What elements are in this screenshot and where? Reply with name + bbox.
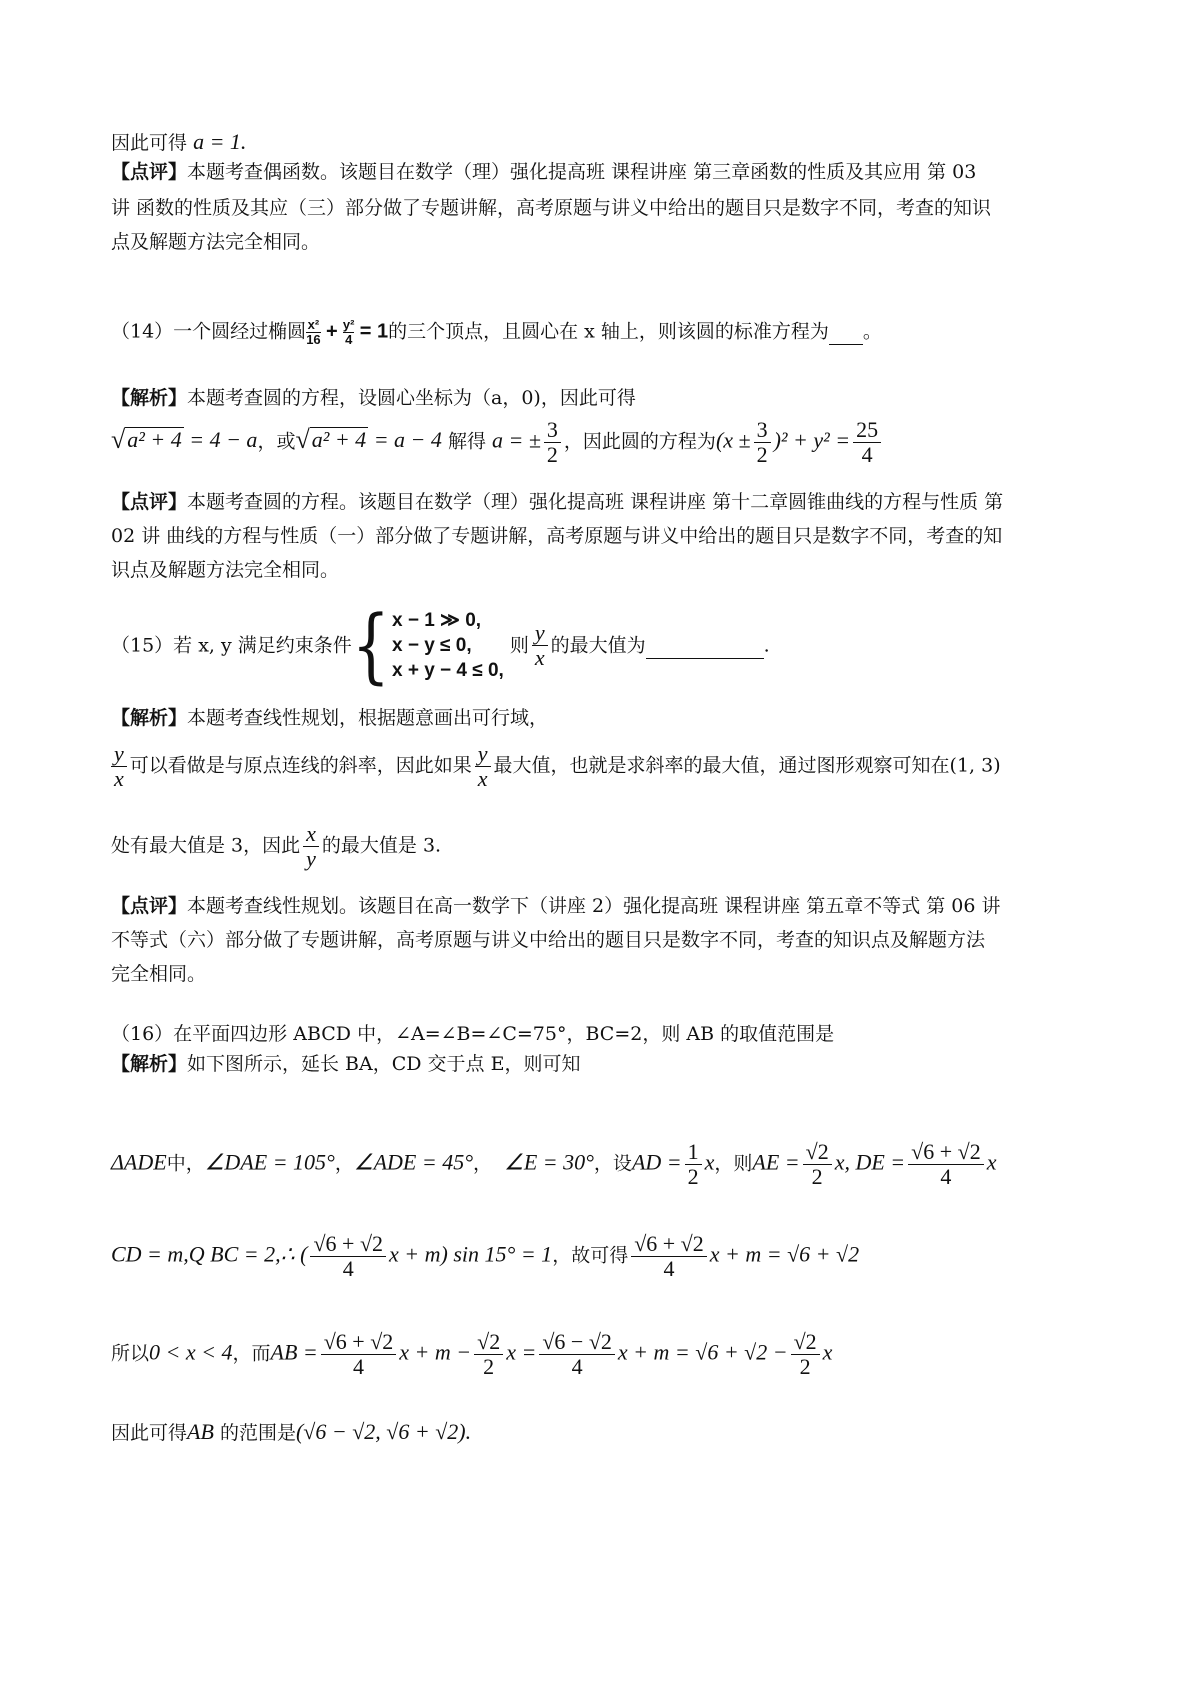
comment-13-line-3 [111,230,320,254]
solution-label: 【解析】 [111,1053,188,1075]
text: （15）若 x, y 满足约束条件 [111,634,352,657]
equation: x + m = √6 + √2 − [617,1339,788,1365]
solution-14-line-2: √ a² + 4 = 4 − a ，或 √ a² + 4 = a − 4 解得 a = ± $\frac{3}{2}$ ，因此圆的方程为(x ± $\frac{3}{2}$ )² + y² = $\frac{25}{4}$ [111,418,884,467]
math-line-1: ΔADE中，∠DAE = 105°，∠ADE = 45°， ∠E = 30°，设AD = $\frac{1}{2}$ x，则AE = $\frac{√2}{2}$ x, DE = $\frac{√6 + √2}{4}$ x [111,1139,997,1189]
text: 识点及解题方法完全相同。 [111,559,340,581]
fraction: $\frac{√2}{2}$ [803,1140,832,1189]
math-line-2: CD = m,Q BC = 2,∴ ( $\frac{√6 + √2}{4}$ x + m) sin 15° = 1，故可得 $\frac{√6 + √2}{4}$ x + m = √6 + √2 [111,1231,860,1281]
equation: (√6 − √2, √6 + √2). [295,1419,472,1444]
equation: ∠E = 30° [504,1149,594,1175]
question-16 [111,1022,834,1046]
equation: )² + y² = [773,427,851,453]
fraction: $\frac{x}{y}$ [303,822,319,871]
equation: a = ± [492,427,541,453]
equation: x = [506,1339,537,1365]
equation: ∠ADE = 45° [353,1149,473,1175]
text: ，因此圆的方程为 [563,430,716,453]
solution-15-line-2 [111,742,1001,791]
question-15: （15）若 x, y 满足约束条件{ x − 1 ≫ 0, x − y ≤ 0, x + y − 4 ≤ 0, 则 $\frac{y}{x}$ 的最大值为 . [111,598,770,693]
comment-13-line-1 [111,160,976,184]
comment-14-line-3 [111,558,339,582]
equation: AB [187,1419,214,1444]
text: 的最大值为 [550,634,646,657]
ellipse-equation: $\frac{\text{x²}}{16}$ + $\frac{\text{y²}}{4} = 1$ [306,317,389,347]
text: 的最大值是 3. [321,834,442,857]
text: 不等式（六）部分做了专题讲解，高考原题与讲义中给出的题目只是数字不同，考查的知识点及解题方法 [111,929,986,951]
text: 如下图所示，延长 BA，CD 交于点 E，则可知 [187,1053,581,1075]
equation: AD = [631,1149,682,1175]
text: 完全相同。 [111,963,207,985]
brace-icon: { [351,598,390,693]
text: 最大值，也就是求斜率的最大值，通过图形观察可知在(1, 3) [493,754,1001,777]
text: ，或 [257,430,296,453]
equation: 0 < x < 4 [149,1339,233,1365]
text: （14）一个圆经过椭圆 [111,320,307,343]
fraction: $\frac{√2}{2}$ [791,1330,820,1379]
text: 的三个顶点，且圆心在 x 轴上，则该圆的标准方程为 [388,320,829,343]
text: 因此可得 [111,132,188,154]
equation: (x ± [715,427,751,453]
comment-13-line-2 [111,196,991,220]
comment-14-line-2 [111,524,1002,548]
fraction: $\frac{y}{x}$ [111,742,127,791]
solution-label: 【解析】 [111,707,188,729]
comment-15-line-2 [111,928,985,952]
answer-blank [829,320,863,345]
solution-label: 【解析】 [111,387,188,409]
text: 讲 函数的性质及其应（三）部分做了专题讲解，高考原题与讲义中给出的题目只是数字不同，考查的知识 [111,197,992,219]
sqrt-2: a² + 4 [311,427,367,452]
equation: ∠DAE = 105° [204,1149,335,1175]
math-line-4: 因此可得AB 的范围是(√6 − √2, √6 + √2). [111,1419,472,1444]
fraction: $\frac{√6 + √2}{4}$ [310,1232,386,1281]
fraction: $\frac{y}{x}$ [475,742,491,791]
fraction: $\frac{√2}{2}$ [474,1330,503,1379]
sqrt-1: a² + 4 [127,427,182,452]
text: 点及解题方法完全相同。 [111,231,321,253]
answer-blank [646,632,764,659]
text: 处有最大值是 3，因此 [111,834,301,857]
text: 本题考查圆的方程，设圆心坐标为（a，0)，因此可得 [187,387,636,409]
text: 本题考查线性规划，根据题意画出可行域， [187,707,549,729]
solution-16-line-1 [111,1052,580,1076]
text: 可以看做是与原点连线的斜率，因此如果 [129,754,472,777]
fraction: $\frac{√6 - √2}{4}$ [539,1330,615,1379]
fraction: $\frac{3}{2}$ [754,418,771,467]
equation: = a − 4 [373,426,442,452]
question-14: （14）一个圆经过椭圆 $\frac{\text{x²}}{16}$ + $\frac{\text{y²}}{4} = 1$的三个顶点，且圆心在 x 轴上，则该圆的标准方程为 。 [111,317,882,347]
equation: x, DE = [834,1149,906,1175]
equation: AB = [270,1339,318,1365]
text: （16）在平面四边形 ABCD 中，∠A=∠B=∠C=75°，BC=2，则 AB 的取值范围是 [111,1023,835,1045]
solution-15-line-1 [111,706,548,730]
comment-14-line-1 [111,490,1003,514]
fraction: $\frac{3}{2}$ [544,418,561,467]
text: 则 [509,634,529,657]
equation: a = 1. [193,129,247,154]
solution-15-line-3 [111,822,441,871]
comment-15-line-3 [111,962,206,986]
comment-label: 【点评】 [111,895,188,917]
comment-label: 【点评】 [111,161,188,183]
math-line-3: 所以0 < x < 4，而AB = $\frac{√6 + √2}{4}$ x + m − $\frac{√2}{2}$ x = $\frac{√6 - √2}{4}$ x + m = √6 + √2 − $\frac{√2}{2}$ x [111,1329,833,1379]
text: 本题考查圆的方程。该题目在数学（理）强化提高班 课程讲座 第十二章圆锥曲线的方程与性质 第 [187,491,1004,513]
conclusion-line [111,130,246,155]
equation: x + m) sin 15° = 1 [389,1241,553,1267]
solution-14-line-1 [111,386,636,410]
text: 解得 [447,430,486,453]
equation: = 4 − a [189,426,258,452]
comment-label: 【点评】 [111,491,188,513]
equation: x + m − [399,1339,472,1365]
equation: ΔADE [111,1149,167,1175]
fraction: $\frac{√6 + √2}{4}$ [908,1140,984,1189]
fraction: $\frac{y}{x}$ [532,621,548,670]
text: 本题考查线性规划。该题目在高一数学下（讲座 2）强化提高班 课程讲座 第五章不等式 第 06 讲 [187,895,1001,917]
constraint-system: x − 1 ≫ 0, x − y ≤ 0, x + y − 4 ≤ 0, [391,610,504,681]
comment-15-line-1 [111,894,1001,918]
text: 02 讲 曲线的方程与性质（一）部分做了专题讲解，高考原题与讲义中给出的题目只是数字不同，考查的知 [111,525,1003,547]
equation: AE = [752,1149,800,1175]
fraction: $\frac{1}{2}$ [685,1140,702,1189]
equation: CD = m,Q BC = 2,∴ ( [111,1241,308,1267]
fraction: $\frac{√6 + √2}{4}$ [631,1232,707,1281]
fraction: $\frac{25}{4}$ [853,418,881,467]
fraction: $\frac{√6 + √2}{4}$ [321,1330,397,1379]
text: 本题考查偶函数。该题目在数学（理）强化提高班 课程讲座 第三章函数的性质及其应用 第 03 [187,161,977,183]
equation: x + m = √6 + √2 [709,1241,860,1267]
